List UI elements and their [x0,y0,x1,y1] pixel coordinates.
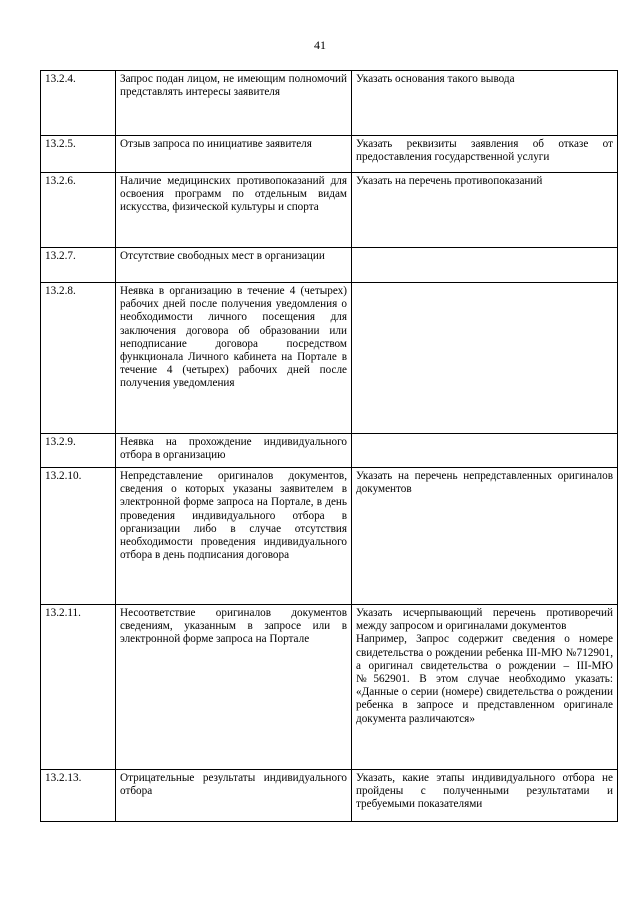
refusal-reason: Запрос подан лицом, не имеющим полномочий представлять интересы заявителя [116,71,352,136]
action-example: Например, Запрос содержит сведения о номере свидетельства о рождении ребенка III-МЮ №712901, а оригинал свидетельства о рождении – III-МЮ №562901. В этом случае необходимо указать: «Данные о серии (номере) свидетельства о рождении ребенка в запросе и представленном оригинале документа различаются» [356,633,613,725]
required-action: Указать исчерпывающий перечень противоречий между запросом и оригиналами документов [356,607,613,633]
row-number: 13.2.4. [41,71,116,136]
required-action [352,248,618,283]
required-action: Указать на перечень противопоказаний [352,173,618,248]
required-action: Указать основания такого вывода [352,71,618,136]
required-action [352,283,618,434]
refusal-reason: Несоответствие оригиналов документов сведениям, указанным в запросе или в электронной форме запроса на Портале [116,605,352,770]
refusal-reason: Неявка на прохождение индивидуального отбора в организацию [116,434,352,468]
row-number: 13.2.5. [41,136,116,173]
row-number: 13.2.9. [41,434,116,468]
table-row [41,283,618,434]
row-number: 13.2.11. [41,605,116,770]
required-action-cell [352,605,618,770]
row-number: 13.2.7. [41,248,116,283]
refusal-reason: Отрицательные результаты индивидуального отбора [116,770,352,822]
table-row [41,248,618,283]
table-row [41,434,618,468]
row-number: 13.2.10. [41,468,116,605]
page-number: 41 [314,38,326,52]
row-number: 13.2.13. [41,770,116,822]
required-action [352,434,618,468]
required-action: Указать, какие этапы индивидуального отбора не пройдены с полученными результатами и требуемыми показателями [352,770,618,822]
refusal-reason: Наличие медицинских противопоказаний для освоения программ по отдельным видам искусства, физической культуры и спорта [116,173,352,248]
table-row [41,173,618,248]
refusal-reason: Отзыв запроса по инициативе заявителя [116,136,352,173]
required-action: Указать реквизиты заявления об отказе от предоставления государственной услуги [352,136,618,173]
table-row [41,71,618,136]
refusal-reason: Отсутствие свободных мест в организации [116,248,352,283]
table-row [41,605,618,770]
table-row [41,468,618,605]
required-action: Указать на перечень непредставленных оригиналов документов [352,468,618,605]
table-row [41,770,618,822]
refusal-reason: Неявка в организацию в течение 4 (четырех) рабочих дней после получения уведомления о необходимости личного посещения для заключения договора об образовании или неподписание договора посредством функционала Личного кабинета на Портале в течение 4 (четырех) рабочих дней после получения уведомления [116,283,352,434]
refusal-reason: Непредставление оригиналов документов, сведения о которых указаны заявителем в электронной форме запроса на Портале, в день проведения индивидуального отбора в организации либо в случае отсутствия необходимости проведения индивидуального отбора в день подписания договора [116,468,352,605]
document-table [40,70,618,822]
row-number: 13.2.6. [41,173,116,248]
table-row [41,136,618,173]
row-number: 13.2.8. [41,283,116,434]
